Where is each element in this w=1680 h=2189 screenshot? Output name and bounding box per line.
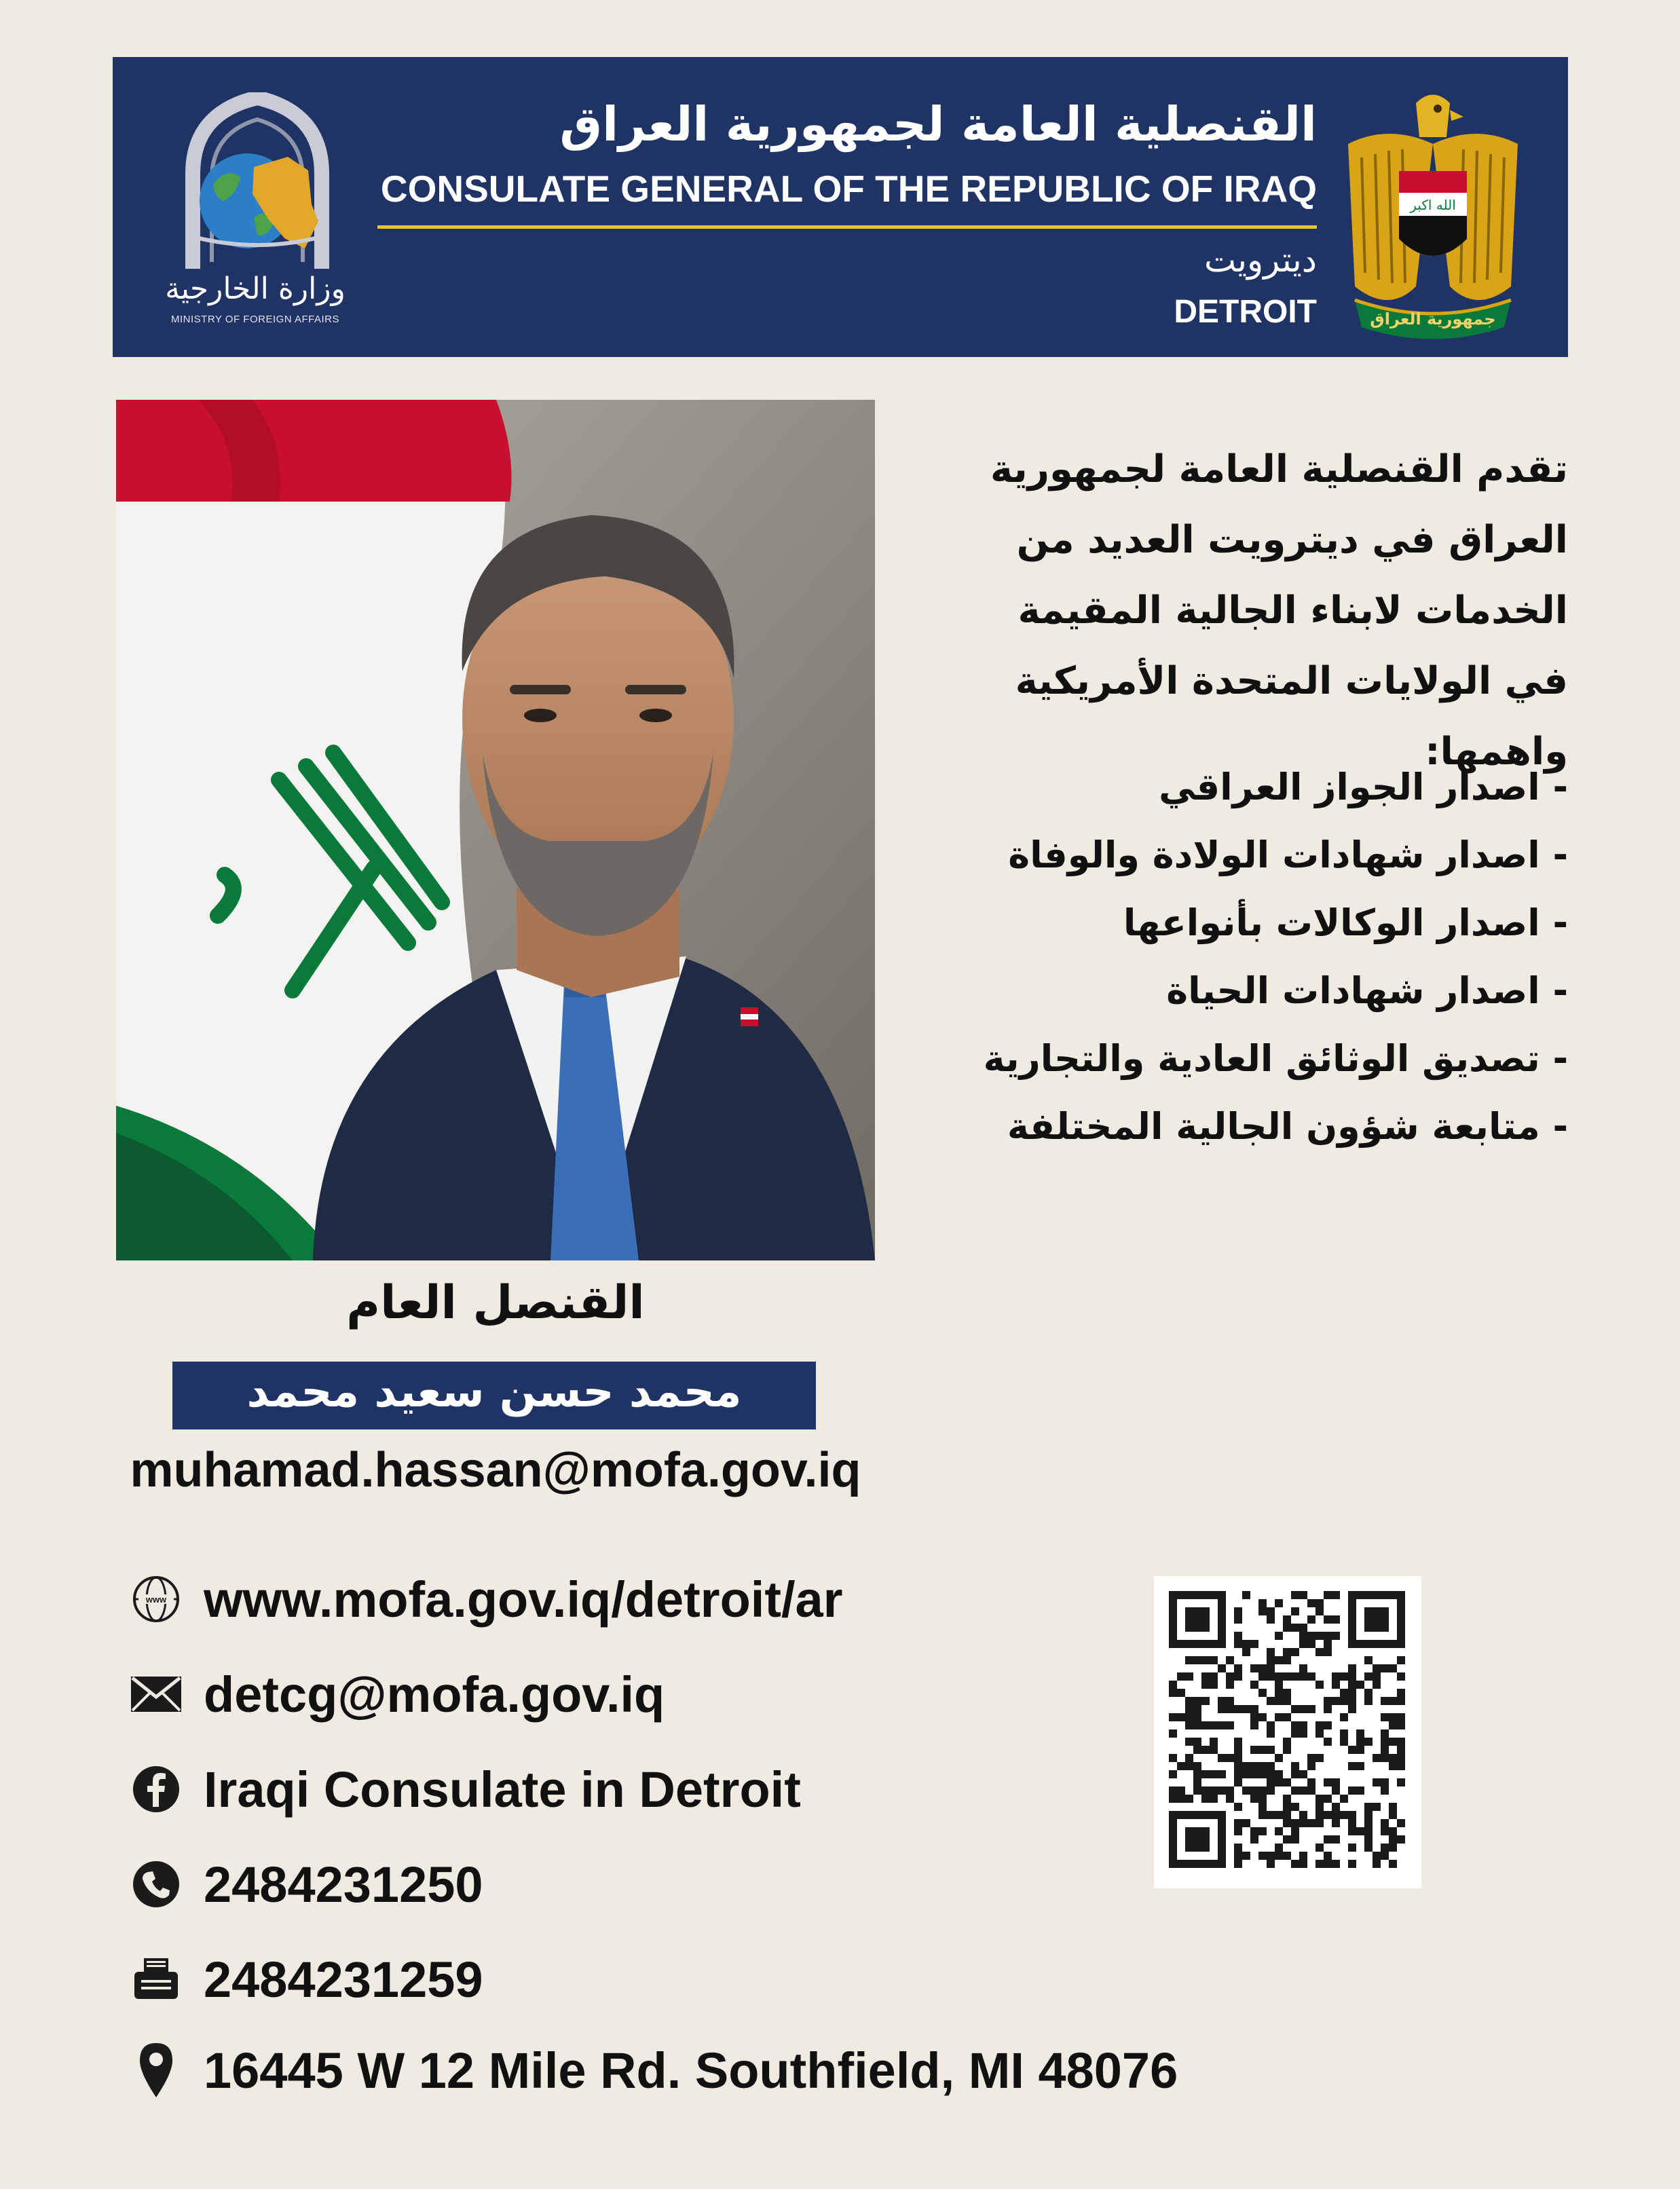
location-pin-icon	[129, 2043, 183, 2097]
services-intro-paragraph	[869, 434, 1568, 787]
intro-line: تقدم القنصلية العامة لجمهورية	[990, 447, 1568, 491]
consul-name-banner	[172, 1362, 816, 1429]
consulate-title-en: CONSULATE GENERAL OF THE REPUBLIC OF IRAQ	[380, 168, 1317, 210]
service-item: - اصدار الجواز العراقي	[869, 753, 1568, 821]
contact-email[interactable]	[129, 1660, 665, 1728]
header-divider	[377, 225, 1317, 229]
services-list	[869, 753, 1568, 1161]
ministry-name-en: MINISTRY OF FOREIGN AFFAIRS	[171, 314, 339, 325]
svg-text:www: www	[145, 1594, 167, 1605]
phone-number: 2484231250	[204, 1856, 483, 1913]
consul-general-title: القنصل العام	[346, 1276, 645, 1330]
consulate-title-ar: القنصلية العامة لجمهورية العراق	[559, 96, 1317, 152]
intro-line: العراق في ديترويت العديد من	[1016, 518, 1568, 562]
globe-icon	[129, 1572, 183, 1626]
contact-website[interactable]	[129, 1565, 843, 1633]
service-item: - اصدار شهادات الولادة والوفاة	[869, 821, 1568, 889]
consul-email-link[interactable]: muhamad.hassan@mofa.gov.iq	[130, 1443, 861, 1497]
facebook-page-name: Iraqi Consulate in Detroit	[204, 1761, 801, 1818]
ministry-name-ar: وزارة الخارجية	[165, 272, 346, 306]
city-name-ar: ديترويت	[1203, 240, 1317, 280]
emblem-scroll-text: جمهورية العراق	[1370, 310, 1496, 329]
service-item: - اصدار شهادات الحياة	[869, 957, 1568, 1025]
consul-name: محمد حسن سعيد محمد	[246, 1367, 742, 1417]
qr-code-graphic	[1154, 1576, 1421, 1888]
contact-fax[interactable]	[129, 1945, 483, 2013]
header-banner	[113, 57, 1568, 357]
consul-portrait-photo	[116, 400, 875, 1260]
contact-facebook[interactable]	[129, 1755, 801, 1823]
intro-line: في الولايات المتحدة الأمريكية واهمها:	[1015, 659, 1568, 774]
emblem-flag-text: الله اكبر	[1410, 197, 1456, 213]
contact-address[interactable]	[129, 2036, 1178, 2104]
facebook-icon	[129, 1762, 183, 1816]
fax-icon	[129, 1952, 183, 2006]
phone-icon	[129, 1857, 183, 1911]
city-name-en: DETROIT	[1174, 294, 1317, 330]
envelope-icon	[129, 1667, 183, 1721]
contact-phone[interactable]	[129, 1850, 483, 1918]
email-address: detcg@mofa.gov.iq	[204, 1666, 665, 1723]
service-item: - تصديق الوثائق العادية والتجارية	[869, 1025, 1568, 1093]
fax-number: 2484231259	[204, 1951, 483, 2008]
qr-code[interactable]	[1154, 1576, 1421, 1888]
website-url: www.mofa.gov.iq/detroit/ar	[204, 1571, 843, 1628]
service-item: - متابعة شؤون الجالية المختلفة	[869, 1093, 1568, 1161]
street-address: 16445 W 12 Mile Rd. Southfield, MI 48076	[204, 2042, 1178, 2099]
service-item: - اصدار الوكالات بأنواعها	[869, 889, 1568, 957]
intro-line: الخدمات لابناء الجالية المقيمة	[1018, 588, 1568, 633]
iraq-coat-of-arms-emblem	[1334, 83, 1531, 341]
